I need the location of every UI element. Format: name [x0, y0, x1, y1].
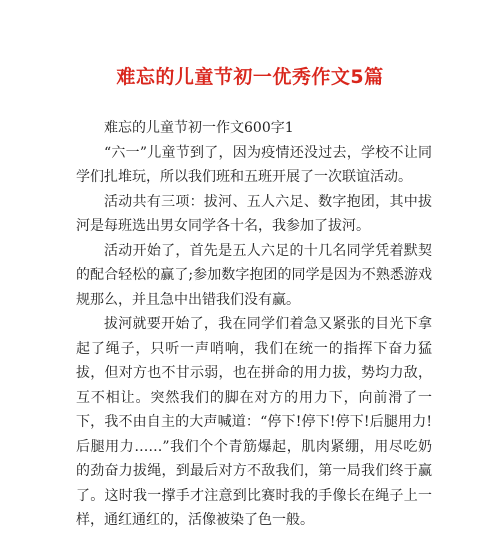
article-subtitle: 难忘的儿童节初一作文600字1 [104, 120, 294, 136]
paragraph-3: 活动开始了，首先是五人六足的十几名同学凭着默契的配合轻松的赢了;参加数字抱团的同学是因为不熟悉游戏规那么，并且急中出错我们没有赢。 [76, 242, 432, 308]
paragraph-4: 拔河就要开始了，我在同学们着急又紧张的目光下拿起了绳子，只听一声哨响，我们在统一的指挥下奋力猛拔，但对方也不甘示弱，也在拼命的用力拔，势均力敌，互不相让。突然我们的脚在对方的用力下，向前滑了一下，我不由自主的大声喊道：“停下!停下!停下!后腿用力!后腿用力……”我们个个青筋爆起，肌肉紧绷，用尽吃奶的劲奋力拔绳，到最后对方不敌我们，第一局我们终于赢了。这时我一撑手才注意到比赛时我的手像长在绳子上一样，通红通红的，活像被染了色一般。 [76, 316, 432, 528]
page-title: 难忘的儿童节初一优秀作文5篇 [116, 66, 384, 88]
article-body [76, 116, 432, 533]
paragraph-1: “六一”儿童节到了，因为疫情还没过去，学校不让同学们扎堆玩，所以我们班和五班开展了一次联谊活动。 [76, 144, 432, 185]
paragraph-2: 活动共有三项：拔河、五人六足、数字抱团，其中拔河是每班选出男女同学各十名，我参加了拔河。 [76, 193, 432, 234]
